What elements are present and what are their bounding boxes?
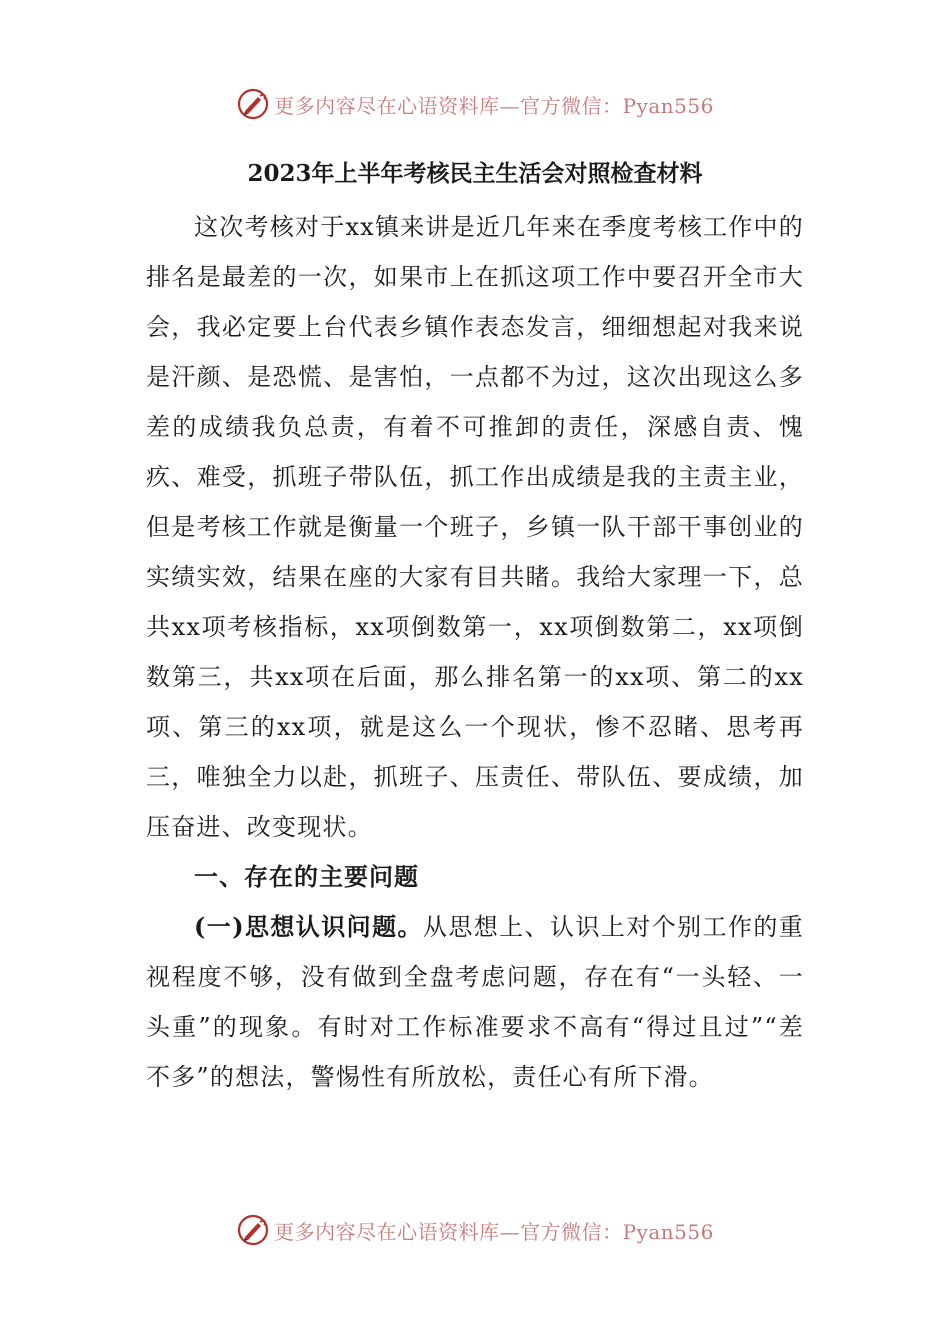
document-title: 2023年上半年考核民主生活会对照检查材料 xyxy=(247,160,703,187)
document-body xyxy=(146,202,804,1102)
pen-logo-icon xyxy=(236,87,270,121)
intro-paragraph: 这次考核对于xx镇来讲是近几年来在季度考核工作中的排名是最差的一次，如果市上在抓这项工作中要召开全市大会，我必定要上台代表乡镇作表态发言，细细想起对我来说是汗颜、是恐慌、是害怕，一点都不为过，这次出现这么多差的成绩我负总责，有着不可推卸的责任，深感自责、愧疚、难受，抓班子带队伍，抓工作出成绩是我的主责主业，但是考核工作就是衡量一个班子，乡镇一队干部干事创业的实绩实效，结果在座的大家有目共睹。我给大家理一下，总共xx项考核指标，xx项倒数第一，xx项倒数第二，xx项倒数第三，共xx项在后面，那么排名第一的xx项、第二的xx项、第三的xx项，就是这么一个现状，惨不忍睹、思考再三，唯独全力以赴，抓班子、压责任、带队伍、要成绩，加压奋进、改变现状。 xyxy=(146,213,804,841)
watermark-text: 更多内容尽在心语资料库—官方微信：Pyan556 xyxy=(274,1219,714,1244)
pen-logo-icon xyxy=(236,1213,270,1247)
footer-watermark-banner xyxy=(0,1208,950,1252)
watermark-text: 更多内容尽在心语资料库—官方微信：Pyan556 xyxy=(274,93,714,118)
subsection-body: 从思想上、认识上对个别工作的重视程度不够，没有做到全盘考虑问题，存在有“一头轻、一头重”的现象。有时对工作标准要求不高有“得过且过”“差不多”的想法，警惕性有所放松，责任心有所下滑。 xyxy=(146,913,805,1091)
section-heading-main-problems: 一、存在的主要问题 xyxy=(194,862,419,891)
subsection-paragraph-ideological-issues xyxy=(146,902,804,1102)
subsection-heading: (一)思想认识问题。 xyxy=(194,912,423,941)
header-watermark-banner xyxy=(0,82,950,126)
